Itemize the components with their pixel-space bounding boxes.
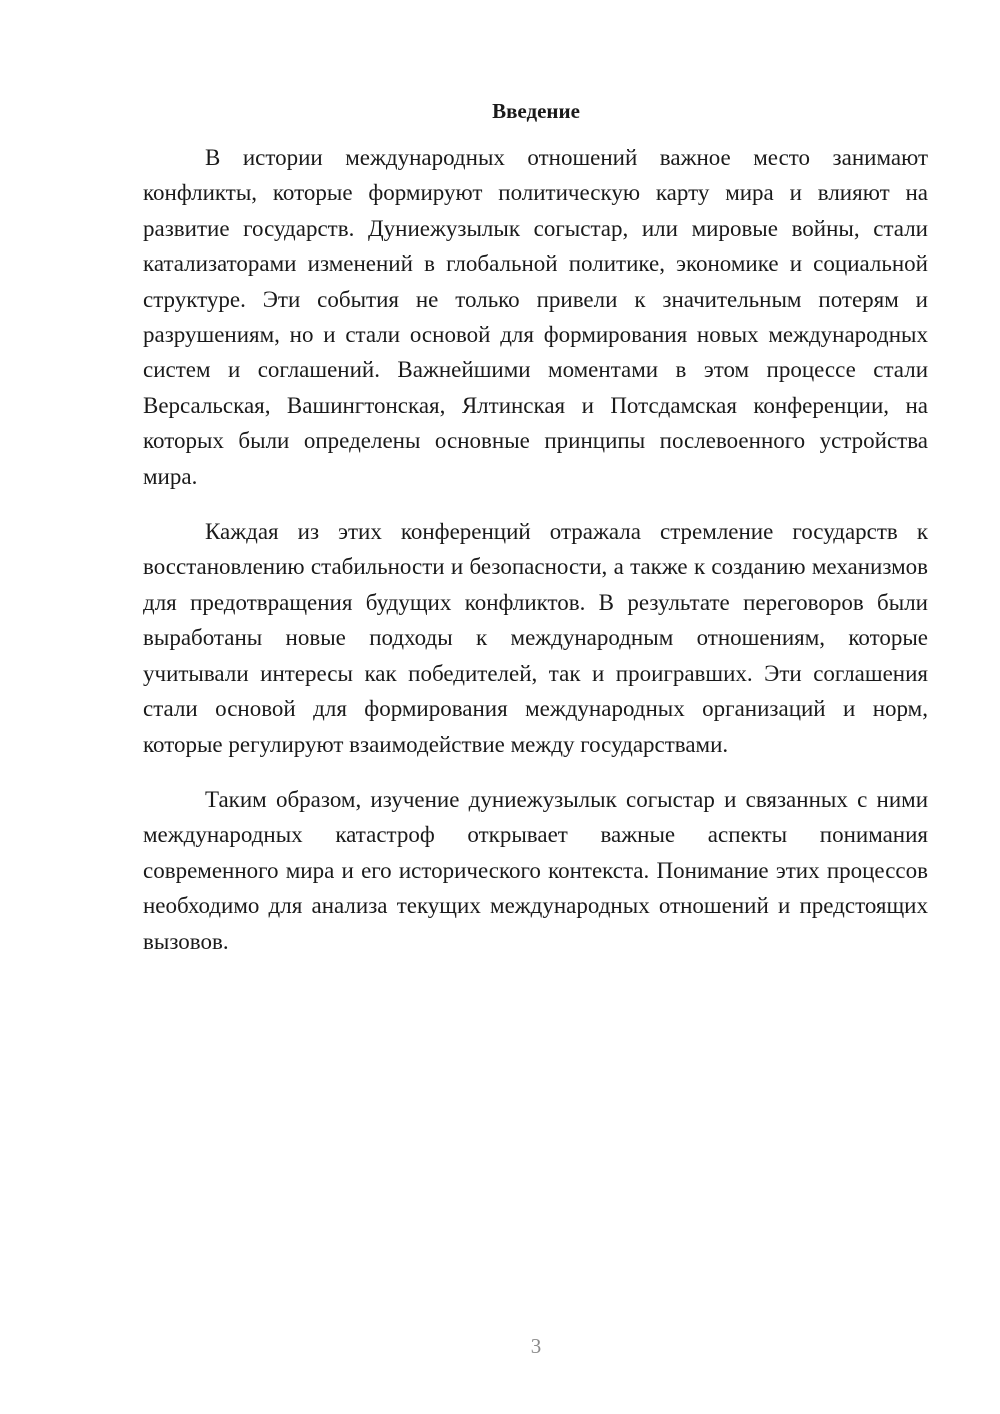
paragraph-1: В истории международных отношений важное место занимают конфликты, которые формируют политическую карту мира и влияют на развитие государств. Дуниежузылык согыстар, или мировые войны, стали катализаторами изменений в глобальной политике, экономике и социальной структуре. Эти события не только привели к значительным потерям и разрушениям, но и стали основой для формирования новых международных систем и соглашений. Важнейшими моментами в этом процессе стали Версальская, Вашингтонская, Ялтинская и Потсдамская конференции, на которых были определены основные принципы послевоенного устройства мира. [143, 145, 928, 489]
paragraph-2: Каждая из этих конференций отражала стремление государств к восстановлению стабильности и безопасности, а также к созданию механизмов для предотвращения будущих конфликтов. В результате переговоров были выработаны новые подходы к международным отношениям, которые учитывали интересы как победителей, так и проигравших. Эти соглашения стали основой для формирования международных организаций и норм, которые регулируют взаимодействие между государствами. [143, 519, 928, 757]
page-number: 3 [530, 1334, 542, 1358]
paragraph-3: Таким образом, изучение дуниежузылык согыстар и связанных с ними международных катастроф открывает важные аспекты понимания современного мира и его исторического контекста. Понимание этих процессов необходимо для анализа текущих международных отношений и предстоящих вызовов. [143, 786, 928, 954]
section-heading: Введение [492, 99, 580, 123]
page-content [143, 96, 928, 979]
